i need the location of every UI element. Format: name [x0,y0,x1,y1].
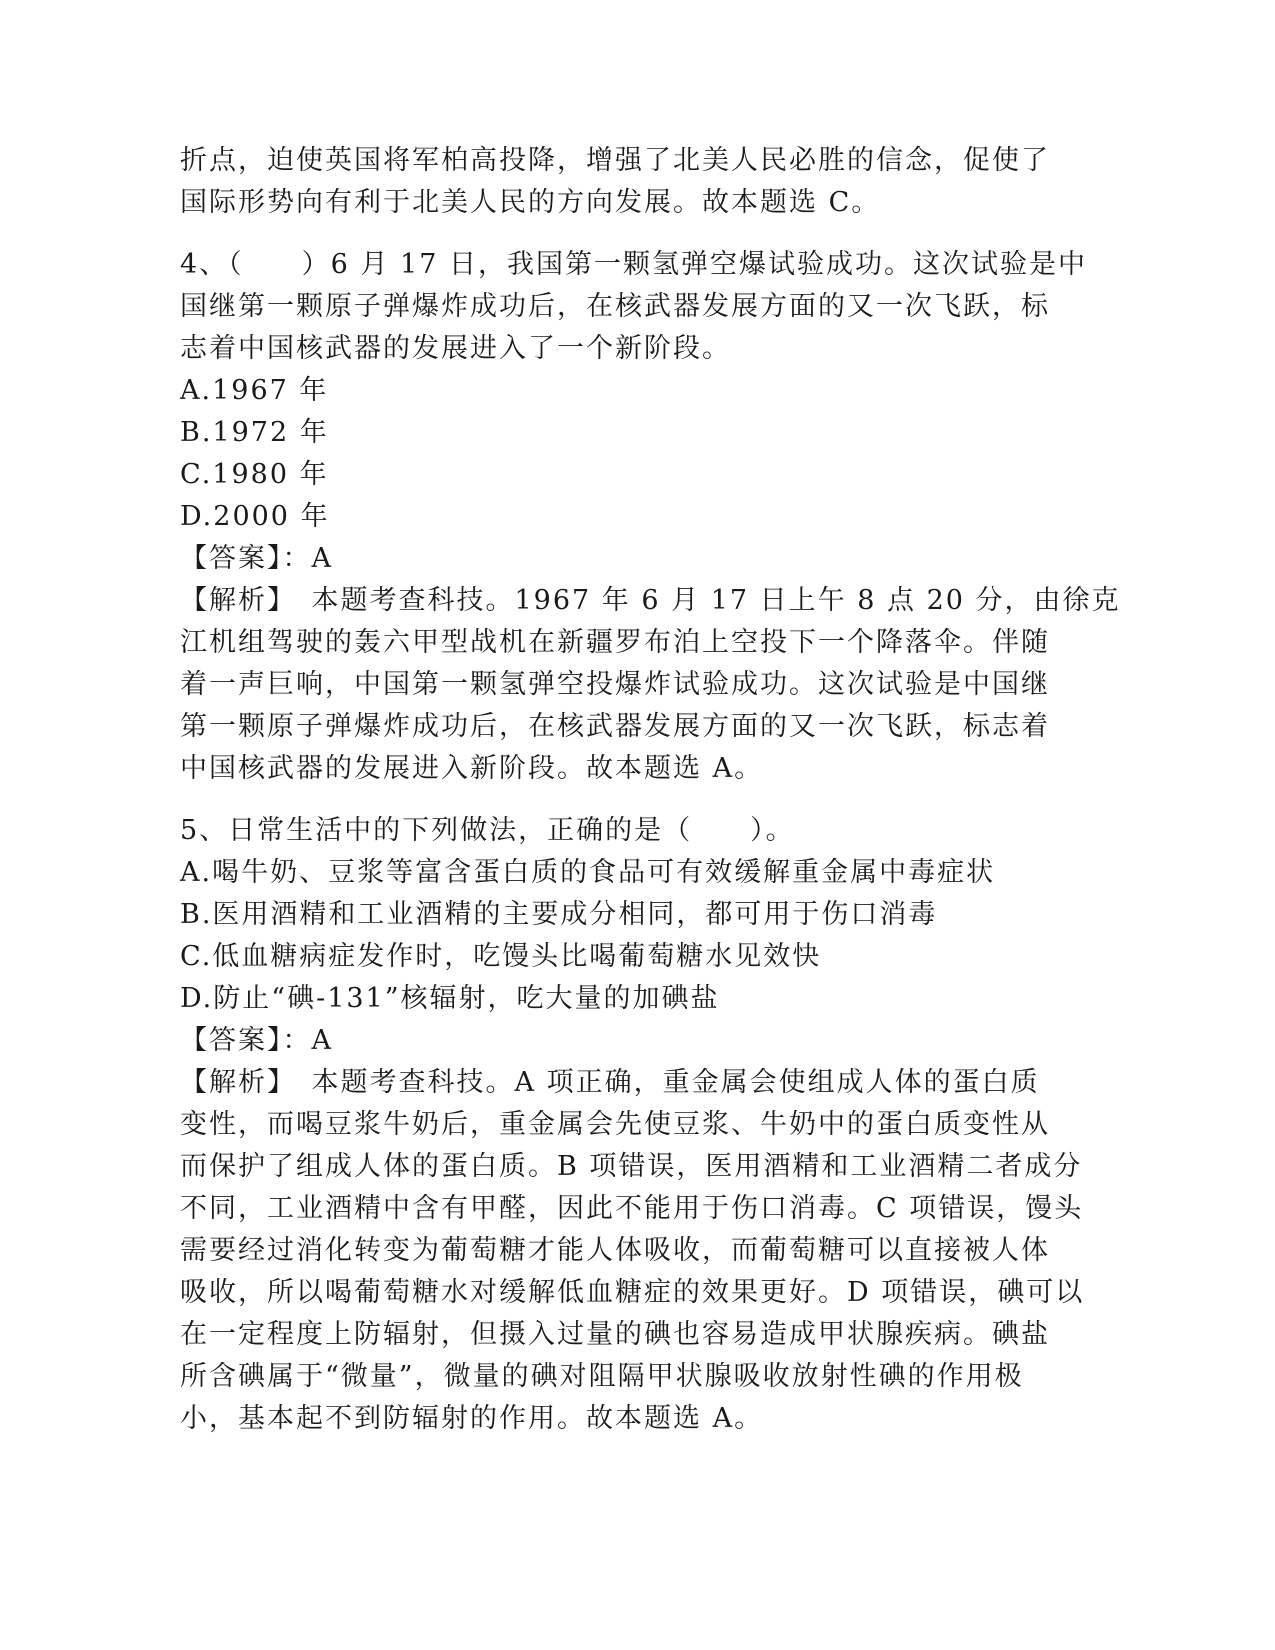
text-line: 5、日常生活中的下列做法，正确的是（ ）。 [180,815,795,846]
text-line: 而保护了组成人体的蛋白质。B 项错误，医用酒精和工业酒精二者成分 [180,1151,1083,1182]
text-line: 志着中国核武器的发展进入了一个新阶段。 [180,333,731,364]
text-line: 所含碘属于“微量”，微量的碘对阻隔甲状腺吸收放射性碘的作用极 [180,1361,1024,1392]
question-stem [180,244,1087,370]
text-line: 中国核武器的发展进入新阶段。故本题选 A。 [180,753,764,784]
paragraph-gap [180,790,1060,810]
text-line: 国继第一颗原子弹爆炸成功后，在核武器发展方面的又一次飞跃，标 [180,291,1050,322]
text-line: 不同，工业酒精中含有甲醛，因此不能用于伤口消毒。C 项错误，馒头 [180,1193,1084,1224]
text-line: 需要经过消化转变为葡萄糖才能人体吸收，而葡萄糖可以直接被人体 [180,1235,1050,1266]
question-5 [180,810,1085,1440]
option-a: A.1967 年 [180,375,329,406]
option-a: A.喝牛奶、豆浆等富含蛋白质的食品可有效缓解重金属中毒症状 [180,857,996,888]
paragraph-gap [180,224,1060,244]
option-c: C.1980 年 [180,459,329,490]
text-line: 小，基本起不到防辐射的作用。故本题选 A。 [180,1403,764,1434]
text-line: 4、（ ）6 月 17 日，我国第一颗氢弹空爆试验成功。这次试验是中 [180,249,1087,280]
answer-line: 【答案】：A [180,543,333,574]
text-line: 变性，而喝豆浆牛奶后，重金属会先使豆浆、牛奶中的蛋白质变性从 [180,1109,1050,1140]
text-line: 国际形势向有利于北美人民的方向发展。故本题选 C。 [180,187,881,218]
previous-analysis-continuation [180,140,1060,224]
option-d: D.防止“碘-131”核辐射，吃大量的加碘盐 [180,983,720,1014]
analysis [180,1062,1085,1440]
text-line: 江机组驾驶的轰六甲型战机在新疆罗布泊上空投下一个降落伞。伴随 [180,627,1050,658]
text-line: 折点，迫使英国将军柏高投降，增强了北美人民必胜的信念，促使了 [180,145,1050,176]
option-b: B.1972 年 [180,417,329,448]
option-d: D.2000 年 [180,501,330,532]
text-line: 第一颗原子弹爆炸成功后，在核武器发展方面的又一次飞跃，标志着 [180,711,1050,742]
option-c: C.低血糖病症发作时，吃馒头比喝葡萄糖水见效快 [180,941,822,972]
analysis [180,580,1121,790]
question-stem [180,810,1060,852]
text-line: 着一声巨响，中国第一颗氢弹空投爆炸试验成功。这次试验是中国继 [180,669,1050,700]
question-4 [180,244,1121,790]
text-line: 吸收，所以喝葡萄糖水对缓解低血糖症的效果更好。D 项错误，碘可以 [180,1277,1085,1308]
question-options [180,852,1060,1020]
text-line: 在一定程度上防辐射，但摄入过量的碘也容易造成甲状腺疾病。碘盐 [180,1319,1050,1350]
option-b: B.医用酒精和工业酒精的主要成分相同，都可用于伤口消毒 [180,899,938,930]
question-options [180,370,1060,538]
text-line: 【解析】 本题考查科技。A 项正确，重金属会使组成人体的蛋白质 [180,1067,1040,1098]
document-page [180,140,1121,1440]
text-line: 【解析】 本题考查科技。1967 年 6 月 17 日上午 8 点 20 分，由徐克 [180,585,1121,616]
answer-line: 【答案】：A [180,1025,333,1056]
